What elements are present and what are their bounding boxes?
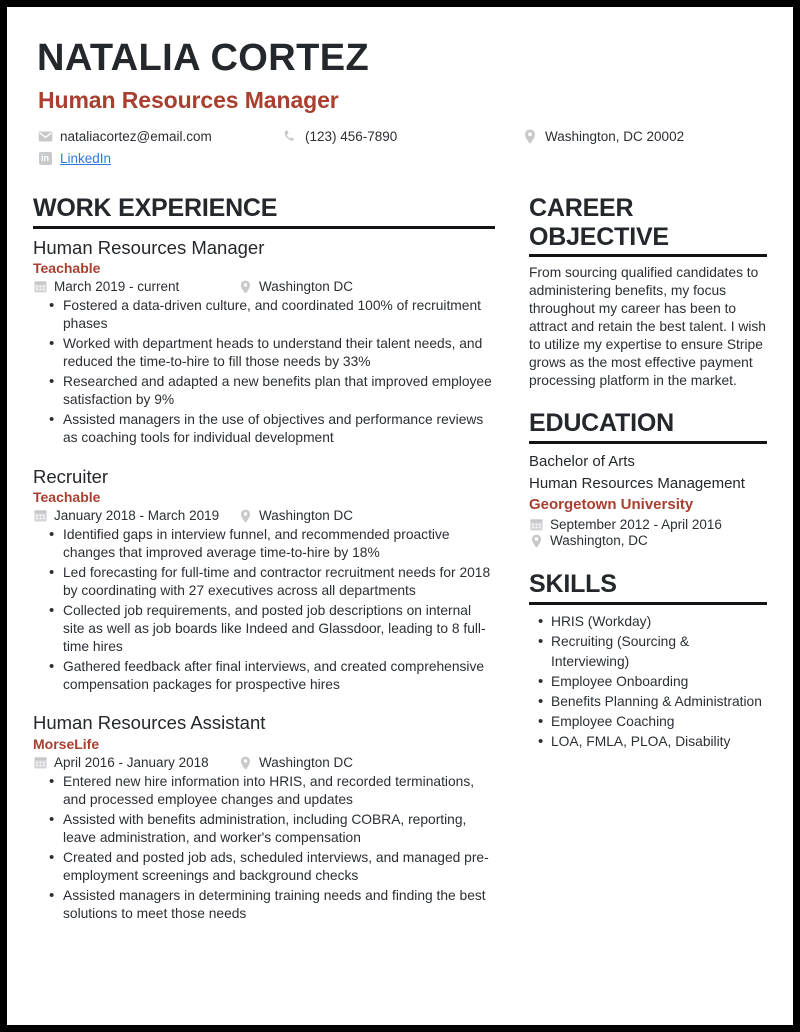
experience-meta xyxy=(33,279,495,294)
experience-dates-text: March 2019 - current xyxy=(54,279,180,295)
phone-icon xyxy=(282,128,298,144)
left-column xyxy=(33,194,503,925)
experience-meta xyxy=(33,508,495,523)
contact-row-primary xyxy=(37,128,767,150)
experience-dates-text: April 2016 - January 2018 xyxy=(54,755,209,771)
experience-dates xyxy=(33,508,238,523)
experience-location xyxy=(238,508,353,523)
bullet-item: • Gathered feedback after final interviews, and created comprehensive compensation packages for prospective hires xyxy=(63,658,495,694)
skills-heading: SKILLS xyxy=(529,570,617,599)
experience-job-title: Recruiter xyxy=(33,465,109,487)
envelope-icon xyxy=(37,128,53,144)
resume-body xyxy=(33,194,767,925)
map-pin-icon xyxy=(522,128,538,144)
bullet-item: • Created and posted job ads, scheduled interviews, and managed pre-employment screenings and background checks xyxy=(63,849,495,885)
experience-entry xyxy=(33,711,495,922)
experience-dates xyxy=(33,279,238,294)
bullet-item: • Assisted managers in determining training needs and finding the best solutions to meet those needs xyxy=(63,887,495,923)
education-location-text: Washington, DC xyxy=(550,533,648,549)
bullet-item: • Collected job requirements, and posted job descriptions on internal site as well as job boards like Indeed and Glassdoor, leading to 8 full-time hires xyxy=(63,602,495,656)
contact-location-text: Washington, DC 20002 xyxy=(545,128,685,144)
contact-linkedin[interactable] xyxy=(37,150,111,166)
experience-dates-text: January 2018 - March 2019 xyxy=(54,508,220,524)
contact-location xyxy=(522,128,684,144)
resume-header xyxy=(33,39,767,172)
experience-company: MorseLife xyxy=(33,735,100,752)
bullet-item: • Researched and adapted a new benefits plan that improved employee satisfaction by 9% xyxy=(63,373,495,409)
experience-bullets xyxy=(33,526,495,693)
education-degree: Bachelor of Arts xyxy=(529,452,635,470)
skills-list xyxy=(529,612,767,752)
calendar-icon xyxy=(529,518,543,532)
skills-section xyxy=(529,570,767,752)
skill-item: • Recruiting (Sourcing & Interviewing) xyxy=(551,632,767,672)
candidate-job-title: Human Resources Manager xyxy=(38,87,339,113)
right-column xyxy=(503,194,767,925)
skill-item: • HRIS (Workday) xyxy=(551,612,767,632)
experience-location xyxy=(238,279,353,294)
bullet-item: • Assisted managers in the use of objectives and performance reviews as coaching tools for individual development xyxy=(63,411,495,447)
experience-location-text: Washington DC xyxy=(259,279,354,295)
experience-company: Teachable xyxy=(33,259,101,276)
contact-email-text: nataliacortez@email.com xyxy=(60,128,212,144)
experience-job-title: Human Resources Assistant xyxy=(33,712,266,734)
contact-email[interactable] xyxy=(37,128,282,144)
linkedin-link[interactable]: LinkedIn xyxy=(60,150,112,166)
career-objective-divider xyxy=(529,254,767,257)
experience-bullets xyxy=(33,773,495,922)
experience-entry xyxy=(33,236,495,447)
contact-row-secondary xyxy=(37,150,767,172)
calendar-icon xyxy=(33,509,47,523)
education-location xyxy=(529,533,767,548)
skills-divider xyxy=(529,602,767,605)
experience-bullets xyxy=(33,297,495,446)
linkedin-icon xyxy=(37,150,53,166)
bullet-item: • Worked with department heads to understand their talent needs, and reduced the time-to-hire to fill those needs by 33% xyxy=(63,335,495,371)
career-objective-heading: CAREER OBJECTIVE xyxy=(529,194,669,251)
education-section xyxy=(529,409,767,548)
experience-dates xyxy=(33,755,238,770)
experience-company: Teachable xyxy=(33,488,101,505)
education-dates xyxy=(529,517,767,532)
bullet-item: • Entered new hire information into HRIS, and recorded terminations, and processed employee changes and updates xyxy=(63,773,495,809)
education-dates-text: September 2012 - April 2016 xyxy=(550,517,722,533)
bullet-item: • Fostered a data-driven culture, and coordinated 100% of recruitment phases xyxy=(63,297,495,333)
candidate-name: NATALIA CORTEZ xyxy=(37,37,370,79)
career-objective-section xyxy=(529,194,767,389)
work-experience-heading: WORK EXPERIENCE xyxy=(33,194,278,222)
calendar-icon xyxy=(33,756,47,770)
bullet-item: • Identified gaps in interview funnel, and recommended proactive changes that improved average time-to-hire by 18% xyxy=(63,526,495,562)
skill-item: • Employee Coaching xyxy=(551,712,767,732)
skill-item: • Employee Onboarding xyxy=(551,672,767,692)
contact-info xyxy=(37,128,767,172)
experience-location-text: Washington DC xyxy=(259,755,354,771)
skill-item: • LOA, FMLA, PLOA, Disability xyxy=(551,732,767,752)
map-pin-icon xyxy=(238,280,252,294)
experience-location xyxy=(238,755,353,770)
resume-sheet xyxy=(7,7,793,1025)
education-heading: EDUCATION xyxy=(529,409,674,438)
map-pin-icon xyxy=(238,509,252,523)
experience-meta xyxy=(33,755,495,770)
linkedin-badge-text: in xyxy=(39,152,52,165)
bullet-item: • Led forecasting for full-time and contractor recruitment needs for 2018 by coordinating with 27 executives across all departments xyxy=(63,564,495,600)
work-experience-divider xyxy=(33,226,495,229)
bullet-item: • Assisted with benefits administration, including COBRA, reporting, leave administration, and worker's compensation xyxy=(63,811,495,847)
education-divider xyxy=(529,441,767,444)
education-school: Georgetown University xyxy=(529,496,694,514)
calendar-icon xyxy=(33,280,47,294)
experience-job-title: Human Resources Manager xyxy=(33,236,265,258)
career-objective-text: From sourcing qualified candidates to administering benefits, my focus throughout my career has been to attract and retain the best talent. I wish to utilize my expertise to ensure Stripe grows as the most effective payment processing platform in the market. xyxy=(529,265,766,388)
experience-entry xyxy=(33,465,495,694)
contact-phone-text: (123) 456-7890 xyxy=(305,128,398,144)
map-pin-icon xyxy=(238,756,252,770)
education-field: Human Resources Management xyxy=(529,474,745,492)
contact-phone[interactable] xyxy=(282,128,522,144)
skill-item: • Benefits Planning & Administration xyxy=(551,692,767,712)
experience-location-text: Washington DC xyxy=(259,508,354,524)
map-pin-icon xyxy=(529,534,543,548)
